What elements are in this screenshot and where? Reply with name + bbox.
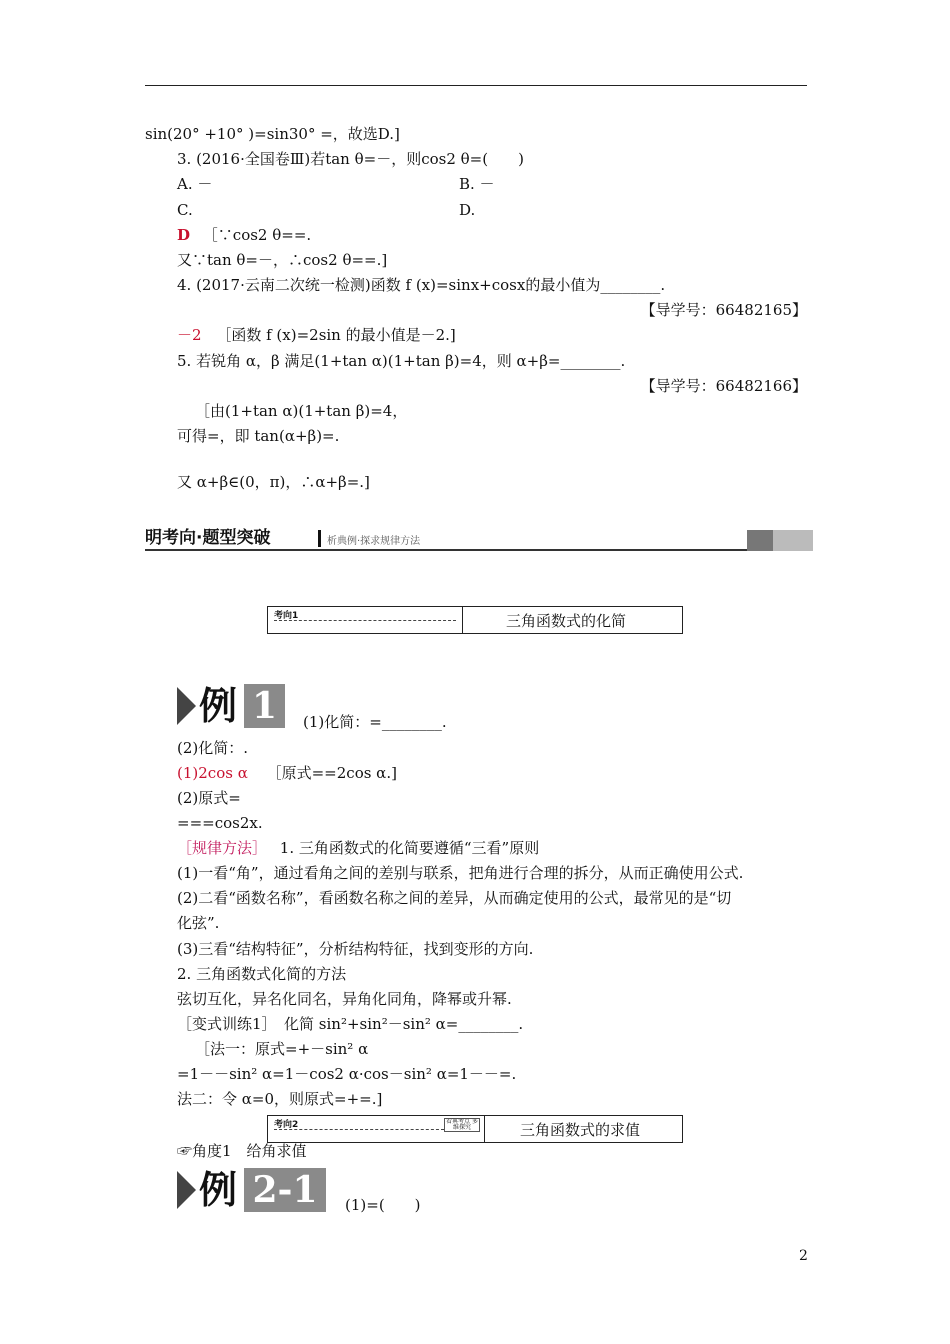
guide-number: 【导学号：66482165】: [640, 301, 807, 319]
section-title: 明考向·题型突破: [145, 528, 271, 548]
dashed-line: [274, 620, 456, 621]
text-line: 法二：令 α=0，则原式=+=.]: [177, 1090, 383, 1108]
option-b: B. －: [459, 175, 495, 193]
answer-explanation: ［原式==2cos α.]: [266, 764, 397, 782]
topic-label: 三角函数式的化简: [506, 612, 627, 630]
example-number: 1: [244, 684, 285, 728]
divider: [484, 1116, 485, 1142]
divider: [145, 549, 747, 551]
method-text: (3)三看“结构特征”，分析结构特征，找到变形的方向.: [177, 940, 534, 958]
topic-box-2: [267, 1115, 683, 1143]
answer-label: (1)2cos α: [177, 764, 248, 782]
method-text: (1)一看“角”，通过看角之间的差别与联系，把角进行合理的拆分，从而正确使用公式.: [177, 864, 744, 882]
text-line: ［法一：原式=+－sin² α: [195, 1040, 369, 1058]
answer-line-3: [177, 225, 311, 245]
example-question-1: (1)=( ): [345, 1196, 421, 1214]
header-rule: [145, 85, 807, 86]
example-question-1: (1)化简：=________.: [303, 713, 447, 731]
answer-line: [177, 763, 397, 783]
answer-label: D: [177, 226, 191, 244]
topic-tag: 考向1: [274, 611, 299, 621]
topic-box-1: [267, 606, 683, 634]
question-4: 4. (2017·云南二次统一检测)函数 f (x)=sinx+cosx的最小值为________.: [177, 276, 666, 294]
text-line: ===cos2x.: [177, 814, 263, 832]
option-c: C.: [177, 201, 193, 219]
method-text: 1. 三角函数式的化简要遵循“三看”原则: [279, 839, 540, 857]
topic-tag: 考向2: [274, 1120, 299, 1130]
method-text: 弦切互化，异名化同名，异角化同角，降幂或升幂.: [177, 990, 512, 1008]
answer-line-4: [177, 325, 456, 345]
answer-explanation: ［函数 f (x)=2sin 的最小值是－2.]: [216, 326, 456, 344]
dashed-line: [274, 1129, 444, 1130]
example-question-2: (2)化简：.: [177, 739, 249, 757]
divider: [318, 530, 321, 547]
section-subtitle: 析典例·探求规律方法: [327, 536, 421, 547]
option-a: A. －: [177, 175, 213, 193]
question-3: 3. (2016·全国卷Ⅲ)若tan θ=－，则cos2 θ=( ): [177, 150, 524, 168]
arrow-icon: [177, 687, 196, 725]
text-line: ［由(1+tan α)(1+tan β)=4，: [195, 402, 408, 420]
page-number: 2: [799, 1248, 808, 1264]
drill-question: ［变式训练1］ 化简 sin²+sin²－sin² α=________.: [177, 1015, 524, 1033]
answer-label: －2: [177, 326, 202, 344]
decorative-block: [773, 530, 813, 551]
method-text: 2. 三角函数式化简的方法: [177, 965, 347, 983]
angle-heading: ☞角度1 给角求值: [177, 1142, 307, 1160]
text-line: sin(20° +10° )=sin30° =，故选D.]: [145, 125, 400, 143]
topic-label: 三角函数式的求值: [520, 1121, 641, 1139]
method-heading: [177, 838, 539, 858]
example-char: 例: [199, 684, 238, 728]
text-line: 又 α+β∈(0，π)，∴α+β=.]: [177, 473, 370, 491]
decorative-block: [747, 530, 773, 551]
text-line: (2)原式=: [177, 789, 241, 807]
question-5: 5. 若锐角 α，β 满足(1+tan α)(1+tan β)=4，则 α+β=________.: [177, 352, 626, 370]
method-text: 化弦”.: [177, 914, 220, 932]
text-line: =1－－sin² α=1－cos2 α·cos－sin² α=1－－=.: [177, 1065, 517, 1083]
example-number: 2-1: [244, 1168, 326, 1212]
guide-number: 【导学号：66482166】: [640, 377, 807, 395]
method-label: ［规律方法］: [177, 839, 268, 857]
topic-stamp: 看典考点 多维探究: [444, 1118, 480, 1132]
example-char: 例: [199, 1168, 238, 1212]
text-line: 可得=，即 tan(α+β)=.: [177, 427, 340, 445]
text-line: 又∵tan θ=－，∴cos2 θ==.]: [177, 251, 388, 269]
section-header: [145, 527, 813, 551]
arrow-icon: [177, 1171, 196, 1209]
answer-explanation: ［∵cos2 θ==.: [202, 226, 312, 244]
divider: [462, 607, 463, 633]
method-text: (2)二看“函数名称”，看函数名称之间的差异，从而确定使用的公式，最常见的是“切: [177, 889, 732, 907]
option-d: D.: [459, 201, 476, 219]
